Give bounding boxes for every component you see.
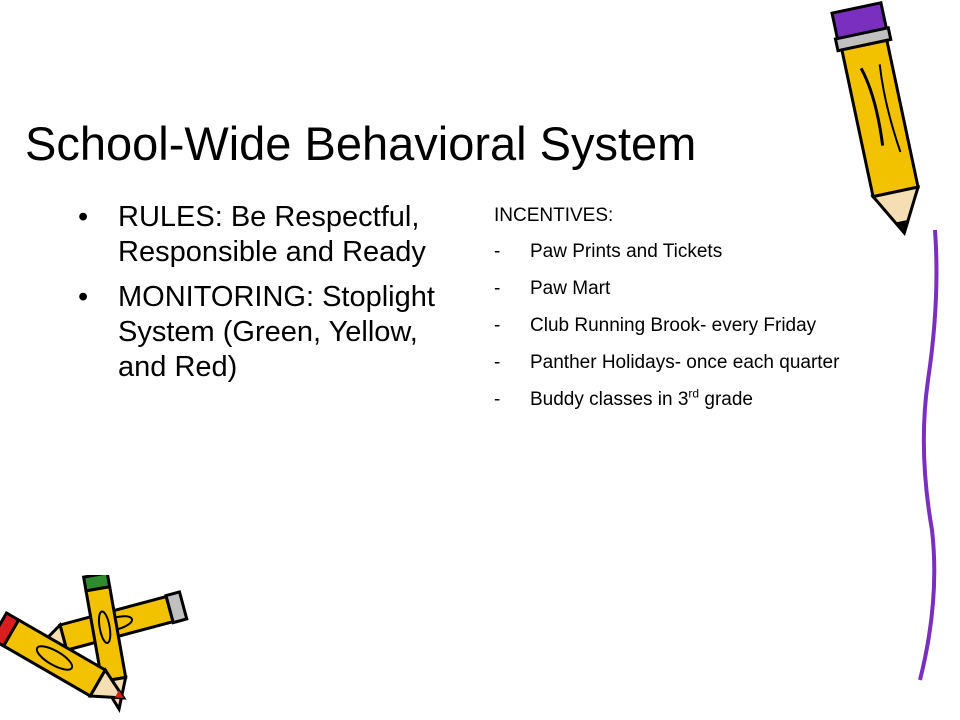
incentive-text: Club Running Brook- every Friday [530, 315, 817, 336]
dash-marker: - [494, 389, 501, 410]
incentive-text: Paw Prints and Tickets [530, 241, 723, 262]
ordinal-suffix: rd [688, 386, 700, 401]
monitoring-text: MONITORING: Stoplight System (Green, Yellow, and Red) [118, 281, 435, 383]
list-item [494, 314, 864, 338]
list-item [494, 351, 864, 375]
incentives-heading: INCENTIVES: [494, 205, 614, 226]
bullet-icon: • [78, 201, 89, 233]
incentive-text-main: Buddy classes in 3 [530, 389, 689, 410]
incentive-text: Panther Holidays- once each quarter [530, 352, 840, 373]
incentives-list [494, 204, 864, 425]
rules-text: RULES: Be Respectful, Responsible and Ready [118, 201, 426, 268]
dash-marker: - [494, 352, 501, 373]
incentive-text [530, 386, 753, 410]
dash-marker: - [494, 278, 501, 299]
page-title: School-Wide Behavioral System [25, 117, 697, 170]
pencil-icon [0, 575, 200, 720]
incentive-text: Paw Mart [530, 278, 611, 299]
list-item [494, 240, 864, 264]
rules-list [78, 200, 468, 395]
dash-marker: - [494, 241, 501, 262]
list-item [78, 280, 468, 385]
list-item [78, 200, 468, 270]
list-item [494, 388, 864, 412]
dash-marker: - [494, 315, 501, 336]
list-item [494, 277, 864, 301]
bullet-icon: • [78, 281, 89, 313]
incentive-text-tail: grade [699, 389, 753, 410]
